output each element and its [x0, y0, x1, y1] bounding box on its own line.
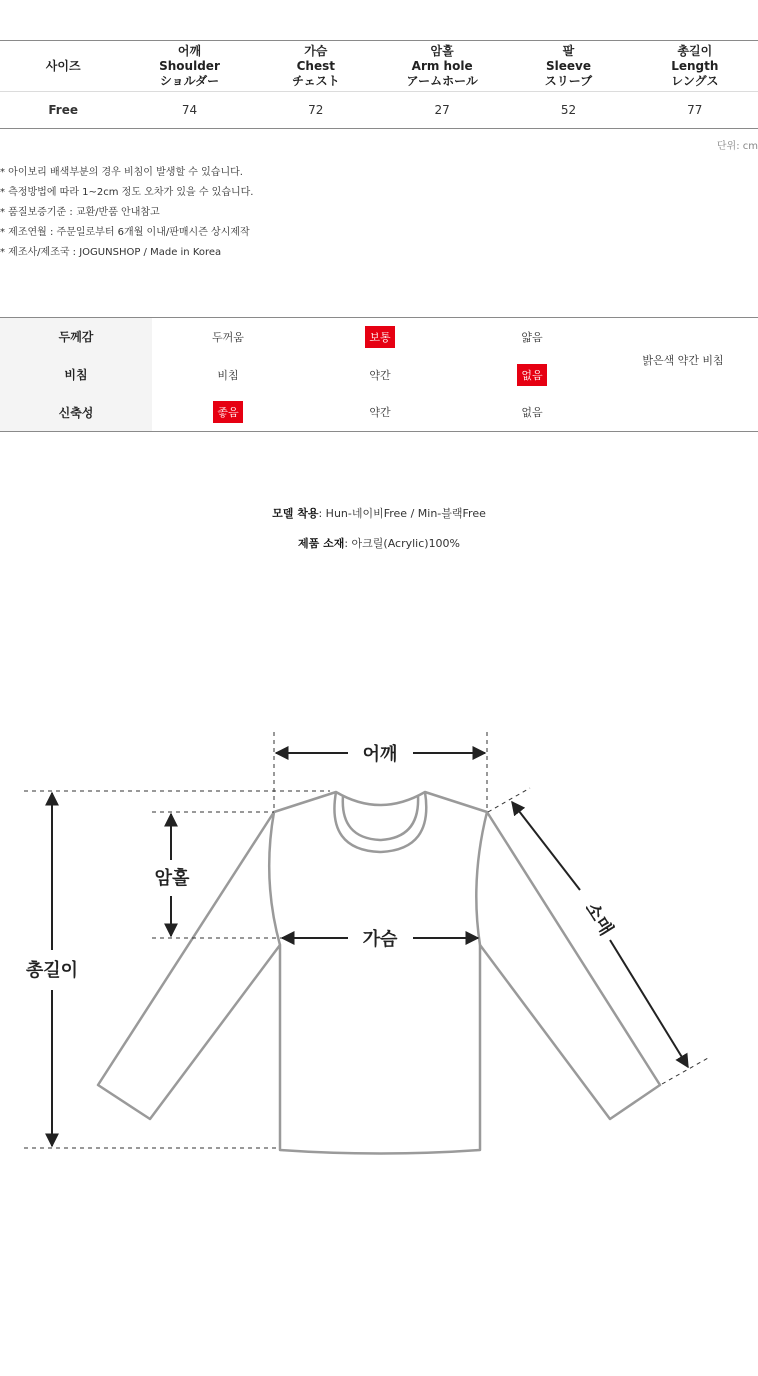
cell-chest: 72: [308, 103, 324, 117]
unit-label: 단위: cm: [716, 141, 758, 152]
cell-armhole: 27: [434, 103, 450, 117]
model-value: : Hun-네이비Free / Min-블랙Free: [318, 507, 486, 520]
feel-option-selected: 없음: [456, 364, 608, 386]
header-armhole: 암홀 Arm hole アームホール: [406, 43, 478, 88]
header-size: 사이즈: [45, 58, 81, 73]
sleeve-arrow-up: [512, 802, 580, 890]
label-armhole: 암홀: [154, 868, 190, 889]
table-row: [0, 91, 758, 128]
model-label: 모델 착용: [272, 507, 319, 520]
note-item: * 제조연월 : 주문일로부터 6개월 이내/판매시즌 상시제작: [0, 227, 250, 238]
feel-label: 두께감: [0, 318, 152, 356]
note-item: * 제조사/제조국 : JOGUNSHOP / Made in Korea: [0, 247, 222, 258]
material-value: : 아크릴(Acrylic)100%: [344, 537, 461, 550]
cell-size: Free: [48, 103, 78, 117]
cell-shoulder: 74: [181, 103, 198, 117]
label-chest: 가슴: [362, 929, 398, 950]
notes-list: [0, 163, 254, 263]
feel-note: 밝은색 약간 비침: [642, 354, 724, 367]
header-length: 총길이 Length レングス: [671, 43, 719, 88]
label-shoulder: 어깨: [362, 744, 398, 765]
feel-row-thickness: [0, 318, 758, 356]
cell-sleeve: 52: [560, 103, 577, 117]
header-shoulder: 어깨 Shoulder ショルダー: [159, 43, 220, 88]
feel-row-stretch: [0, 393, 758, 431]
feel-option-selected: 좋음: [152, 401, 304, 423]
feel-label: 비침: [0, 356, 152, 394]
cell-length: 77: [687, 103, 703, 117]
model-fit-info: [0, 505, 758, 521]
feel-option: 약간: [369, 368, 391, 382]
size-table-header: [0, 41, 758, 91]
fabric-feel-table: [0, 317, 758, 432]
header-chest: 가슴 Chest チェスト: [292, 43, 340, 88]
measurement-diagram: [0, 700, 758, 1180]
feel-label: 신축성: [0, 393, 152, 431]
shirt-outline-icon: [98, 792, 660, 1154]
sleeve-arrow-down: [610, 940, 688, 1067]
size-table: [0, 40, 758, 129]
feel-option: 두꺼움: [212, 330, 244, 344]
feel-option: 없음: [521, 406, 543, 420]
header-sleeve: 팔 Sleeve スリーブ: [544, 43, 593, 88]
note-item: * 아이보리 배색부분의 경우 비침이 발생할 수 있습니다.: [0, 167, 243, 178]
label-length: 총길이: [25, 960, 79, 981]
label-sleeve: 소매: [580, 898, 617, 940]
feel-option: 비침: [217, 368, 239, 382]
feel-option: 얇음: [521, 330, 543, 344]
feel-option-selected: 보통: [304, 326, 456, 348]
feel-option: 약간: [369, 406, 391, 420]
material-label: 제품 소재: [297, 537, 345, 550]
note-item: * 측정방법에 따라 1~2cm 정도 오차가 있을 수 있습니다.: [0, 187, 254, 198]
material-info: [0, 535, 758, 551]
note-item: * 품질보증기준 : 교환/반품 안내참고: [0, 207, 160, 218]
